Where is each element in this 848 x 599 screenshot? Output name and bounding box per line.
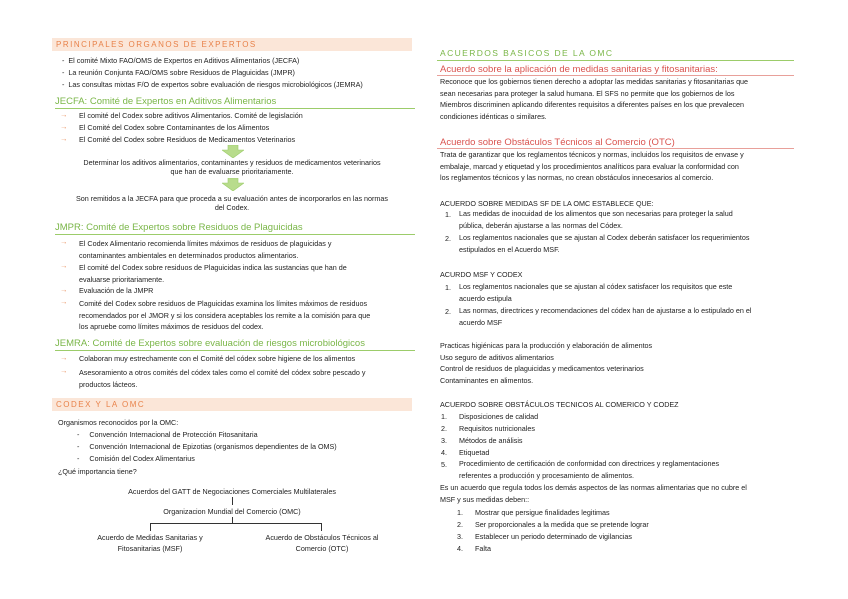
connector <box>321 523 322 531</box>
list-item: Evaluación de la JMPR <box>79 286 154 295</box>
arrow-icon: → <box>60 285 68 294</box>
connector <box>232 497 233 505</box>
tree-node-gatt: Acuerdos del GATT de Negociaciones Comerciales Multilaterales <box>128 487 336 496</box>
list-number: 2. <box>441 424 447 433</box>
list-number: 1. <box>457 508 463 517</box>
list-item: - Convención Internacional de Epizotias (organismos dependientes de la OMS) <box>77 442 337 451</box>
list-number: 1. <box>441 412 447 421</box>
list-item: Colaboran muy estrechamente con el Comité del códex sobre higiene de los alimentos <box>79 354 356 363</box>
tree-node-msf: Acuerdo de Medidas Sanitarias y Fitosanitarias (MSF) <box>97 533 203 553</box>
list-item: - Comisión del Codex Alimentarius <box>77 454 195 463</box>
list-item: Procedimiento de certificación de conformidad con directrices y reglamentaciones referentes a producción y procesamiento de alimentos. <box>459 459 720 480</box>
list-number: 2. <box>445 307 451 316</box>
list-item: Los reglamentos nacionales que se ajustan al códex satisfacer los requisitos que este acuerdo estipula <box>459 282 733 303</box>
list-item: Establecer un periodo determinado de vigilancias <box>475 532 633 541</box>
list-number: 4. <box>457 544 463 553</box>
tree-node-omc: Organizacion Mundial del Comercio (OMC) <box>163 507 301 516</box>
paragraph-practicas: Practicas higiénicas para la producción y elaboración de alimentos Uso seguro de aditivos alimentarios Control de residuos de plaguicidas y medicamentos veterinarios Contaminantes en alimentos. <box>440 341 653 385</box>
section-title-organos: PRINCIPALES ORGANOS DE EXPERTOS <box>56 40 257 49</box>
arrow-icon: → <box>60 134 68 143</box>
arrow-icon: → <box>60 122 68 131</box>
list-item: Ser proporcionales a la medida que se pretende lograr <box>475 520 649 529</box>
list-item: - La reunión Conjunta FAO/OMS sobre Residuos de Plaguicidas (JMPR) <box>62 68 295 77</box>
list-number: 1. <box>445 210 451 219</box>
list-item: Métodos de análisis <box>459 436 523 445</box>
flow-step-2: Son remitidos a la JECFA para que proceda a su evaluación antes de incorporarlos en las normas del Codex. <box>75 194 389 212</box>
list-item: Los reglamentos nacionales que se ajustan al Codex deberán satisfacer los requerimientos estipulados en el Acuerdo MSF. <box>459 233 750 254</box>
arrow-icon: → <box>60 366 68 375</box>
list-number: 5. <box>441 460 447 469</box>
list-item: Falta <box>475 544 491 553</box>
down-arrow-icon <box>222 178 244 191</box>
arrow-icon: → <box>60 110 68 119</box>
list-number: 3. <box>457 532 463 541</box>
subheading-otc-codez: ACUERDO SOBRE OBSTÁCULOS TECNICOS AL COMERICO Y CODEZ <box>440 400 679 409</box>
section-band-codex <box>52 398 412 411</box>
list-number: 2. <box>445 234 451 243</box>
connector <box>150 523 151 531</box>
heading-otc: Acuerdo sobre Obstáculos Técnicos al Comercio (OTC) <box>440 137 675 148</box>
paragraph: Organismos reconocidos por la OMC: <box>58 418 179 427</box>
divider <box>55 108 415 109</box>
subheading-msf-codex: ACURDO MSF Y CODEX <box>440 270 523 279</box>
heading-jemra: JEMRA: Comité de Expertos sobre evaluación de riesgos microbiológicos <box>55 338 365 349</box>
list-item: El comité del Codex sobre residuos de Plaguicidas indica las sustancias que han de evaluarse prioritariamente. <box>79 263 347 284</box>
arrow-icon: → <box>60 297 68 306</box>
list-item: Asesoramiento a otros comités del códex tales como el comité del códex sobre pescado y productos lácteos. <box>79 368 366 389</box>
list-item: El Codex Alimentario recomienda límites máximos de residuos de plaguicidas y contaminantes ambientales en determinados productos alimentarios. <box>79 239 332 260</box>
heading-jecfa: JECFA: Comité de Expertos en Aditivos Alimentarios <box>55 96 277 107</box>
section-band-organos <box>52 38 412 51</box>
list-number: 1. <box>445 283 451 292</box>
list-item: - El comité Mixto FAO/OMS de Expertos en Aditivos Alimentarios (JECFA) <box>62 56 300 65</box>
list-item: - Las consultas mixtas F/O de expertos sobre evaluación de riesgos microbiológicos (JEMRA) <box>62 80 363 89</box>
list-item: Mostrar que persigue finalidades legitimas <box>475 508 610 517</box>
list-item: Las normas, directrices y recomendaciones del códex han de ajustarse a lo estipulado en el acuerdo MSF <box>459 306 752 327</box>
subheading-msf-est: ACUERDO SOBRE MEDIDAS SF DE LA OMC ESTABLECE QUE: <box>440 199 654 208</box>
list-item: Requisitos nutricionales <box>459 424 535 433</box>
list-item: Las medidas de inocuidad de los alimentos que son necesarias para proteger la salud pública, deberán ajustarse a las normas del Códex. <box>459 209 733 230</box>
arrow-icon: → <box>60 237 68 246</box>
paragraph-msf: Reconoce que los gobiernos tienen derecho a adoptar las medidas sanitarias y fitosanitarias que sean necesarias para proteger la salud humana. El SFS no permite que los gobiernos de los Miembros discriminen aplicando diferentes requisitos a diferentes países en los que prevalecen condiciones idénticas o similares. <box>440 77 749 121</box>
connector <box>150 523 322 524</box>
list-item: Disposiciones de calidad <box>459 412 539 421</box>
arrow-icon: → <box>60 353 68 362</box>
section-title-codex: CODEX Y LA OMC <box>56 400 146 409</box>
heading-acuerdos: ACUERDOS BASICOS DE LA OMC <box>440 48 614 58</box>
list-item: - Convención Internacional de Protección Fitosanitaria <box>77 430 258 439</box>
arrow-icon: → <box>60 261 68 270</box>
down-arrow-icon <box>222 145 244 158</box>
tree-node-otc: Acuerdo de Obstáculos Técnicos al Comercio (OTC) <box>265 533 379 553</box>
flow-step-1: Determinar los aditivos alimentarios, contaminantes y residuos de medicamentos veterinarios que han de evaluarse prioritariamente. <box>83 158 381 176</box>
list-number: 2. <box>457 520 463 529</box>
heading-jmpr: JMPR: Comité de Expertos sobre Residuos de Plaguicidas <box>55 222 303 233</box>
paragraph-otc-after: Es un acuerdo que regula todos los demás aspectos de las normas alimentarias que no cubre el MSF y sus medidas deben:: <box>440 483 747 504</box>
list-number: 3. <box>441 436 447 445</box>
list-item: Comité del Codex sobre residuos de Plaguicidas examina los límites máximos de residuos recomendados por el JMOR y si los considera aceptables los remite a la comisión para que los apruebe como límites máximos de residuos del codex. <box>79 299 371 331</box>
list-item: El comité del Codex sobre aditivos Alimentarios. Comité de legislación <box>79 111 303 120</box>
list-item: Etiquetad <box>459 448 490 457</box>
paragraph: ¿Qué importancia tiene? <box>58 467 137 476</box>
divider <box>437 60 794 61</box>
paragraph-otc: Trata de garantizar que los reglamentos técnicos y normas, incluidos los requisitos de envase y embalaje, marcad y etiquetad y los procedimientos analíticos para evaluar la conformidad con los reglamentos técnicos y las normas, no crean obstáculos innecesarios al comercio. <box>440 150 744 182</box>
heading-msf: Acuerdo sobre la aplicación de medidas sanitarias y fitosanitarias: <box>440 64 718 75</box>
list-item: El Comité del Codex sobre Contaminantes de los Alimentos <box>79 123 270 132</box>
divider <box>55 350 415 351</box>
list-number: 4. <box>441 448 447 457</box>
list-item: El Comité del Codex sobre Residuos de Medicamentos Veterinarios <box>79 135 296 144</box>
divider <box>55 234 415 235</box>
